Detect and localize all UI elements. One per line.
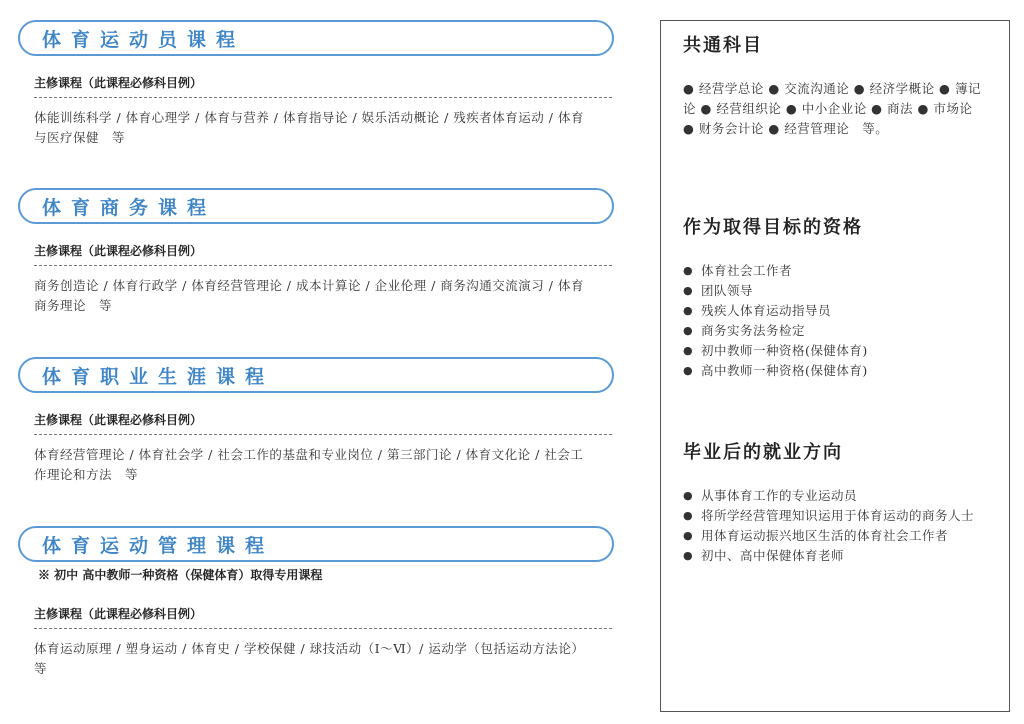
- common-subjects-text: ● 经营学总论 ● 交流沟通论 ● 经济学概论 ● 簿记论 ● 经营组织论 ● 中小企业论 ● 商法 ● 市场论 ● 财务会计论 ● 经营管理论 等。: [683, 81, 981, 136]
- list-item: ● 将所学经营管理知识运用于体育运动的商务人士: [683, 506, 985, 526]
- careers-block: [683, 438, 985, 566]
- list-item: ● 从事体育工作的专业运动员: [683, 486, 985, 506]
- course-list: 体能训练科学 / 体育心理学 / 体育与营养 / 体育指导论 / 娱乐活动概论 / 残疾者体育运动 / 体育与医疗保健 等: [34, 110, 584, 145]
- required-courses-heading: 主修课程（此课程必修科目例）: [34, 605, 612, 629]
- section-title: 体育运动管理课程: [18, 526, 614, 562]
- info-panel: [660, 20, 1010, 712]
- section-title: 体育职业生涯课程: [18, 357, 614, 393]
- qualifications-list: [683, 261, 985, 381]
- common-subjects-title: 共通科目: [683, 35, 763, 56]
- course-section-business: [18, 188, 614, 316]
- required-courses-heading: 主修课程（此课程必修科目例）: [34, 74, 612, 98]
- careers-title: 毕业后的就业方向: [683, 442, 843, 463]
- course-list: 体育运动原理 / 塑身运动 / 体育史 / 学校保健 / 球技活动（Ⅰ～Ⅵ）/ 运动学（包括运动方法论） 等: [34, 641, 592, 676]
- course-list: 体育经营管理论 / 体育社会学 / 社会工作的基盘和专业岗位 / 第三部门论 / 体育文化论 / 社会工作理论和方法 等: [34, 447, 584, 482]
- course-section-career: [18, 357, 614, 485]
- required-courses-heading: 主修课程（此课程必修科目例）: [34, 411, 612, 435]
- required-courses-heading: 主修课程（此课程必修科目例）: [34, 242, 612, 266]
- list-item: ● 初中教师一种资格(保健体育): [683, 341, 985, 361]
- list-item: ● 商务实务法务检定: [683, 321, 985, 341]
- section-title: 体育商务课程: [18, 188, 614, 224]
- section-title: 体育运动员课程: [18, 20, 614, 56]
- course-section-athlete: [18, 20, 614, 148]
- list-item: ● 用体育运动振兴地区生活的体育社会工作者: [683, 526, 985, 546]
- section-note: ※ 初中 高中教师一种资格（保健体育）取得专用课程: [38, 568, 323, 582]
- list-item: ● 体育社会工作者: [683, 261, 985, 281]
- common-subjects-block: [683, 31, 985, 139]
- careers-list: [683, 486, 985, 566]
- course-list: 商务创造论 / 体育行政学 / 体育经营管理论 / 成本计算论 / 企业伦理 / 商务沟通交流演习 / 体育商务理论 等: [34, 278, 584, 313]
- list-item: ● 团队领导: [683, 281, 985, 301]
- list-item: ● 高中教师一种资格(保健体育): [683, 361, 985, 381]
- list-item: ● 初中、高中保健体育老师: [683, 546, 985, 566]
- course-section-management: [18, 526, 614, 679]
- qualifications-title: 作为取得目标的资格: [683, 217, 863, 238]
- list-item: ● 残疾人体育运动指导员: [683, 301, 985, 321]
- qualifications-block: [683, 213, 985, 381]
